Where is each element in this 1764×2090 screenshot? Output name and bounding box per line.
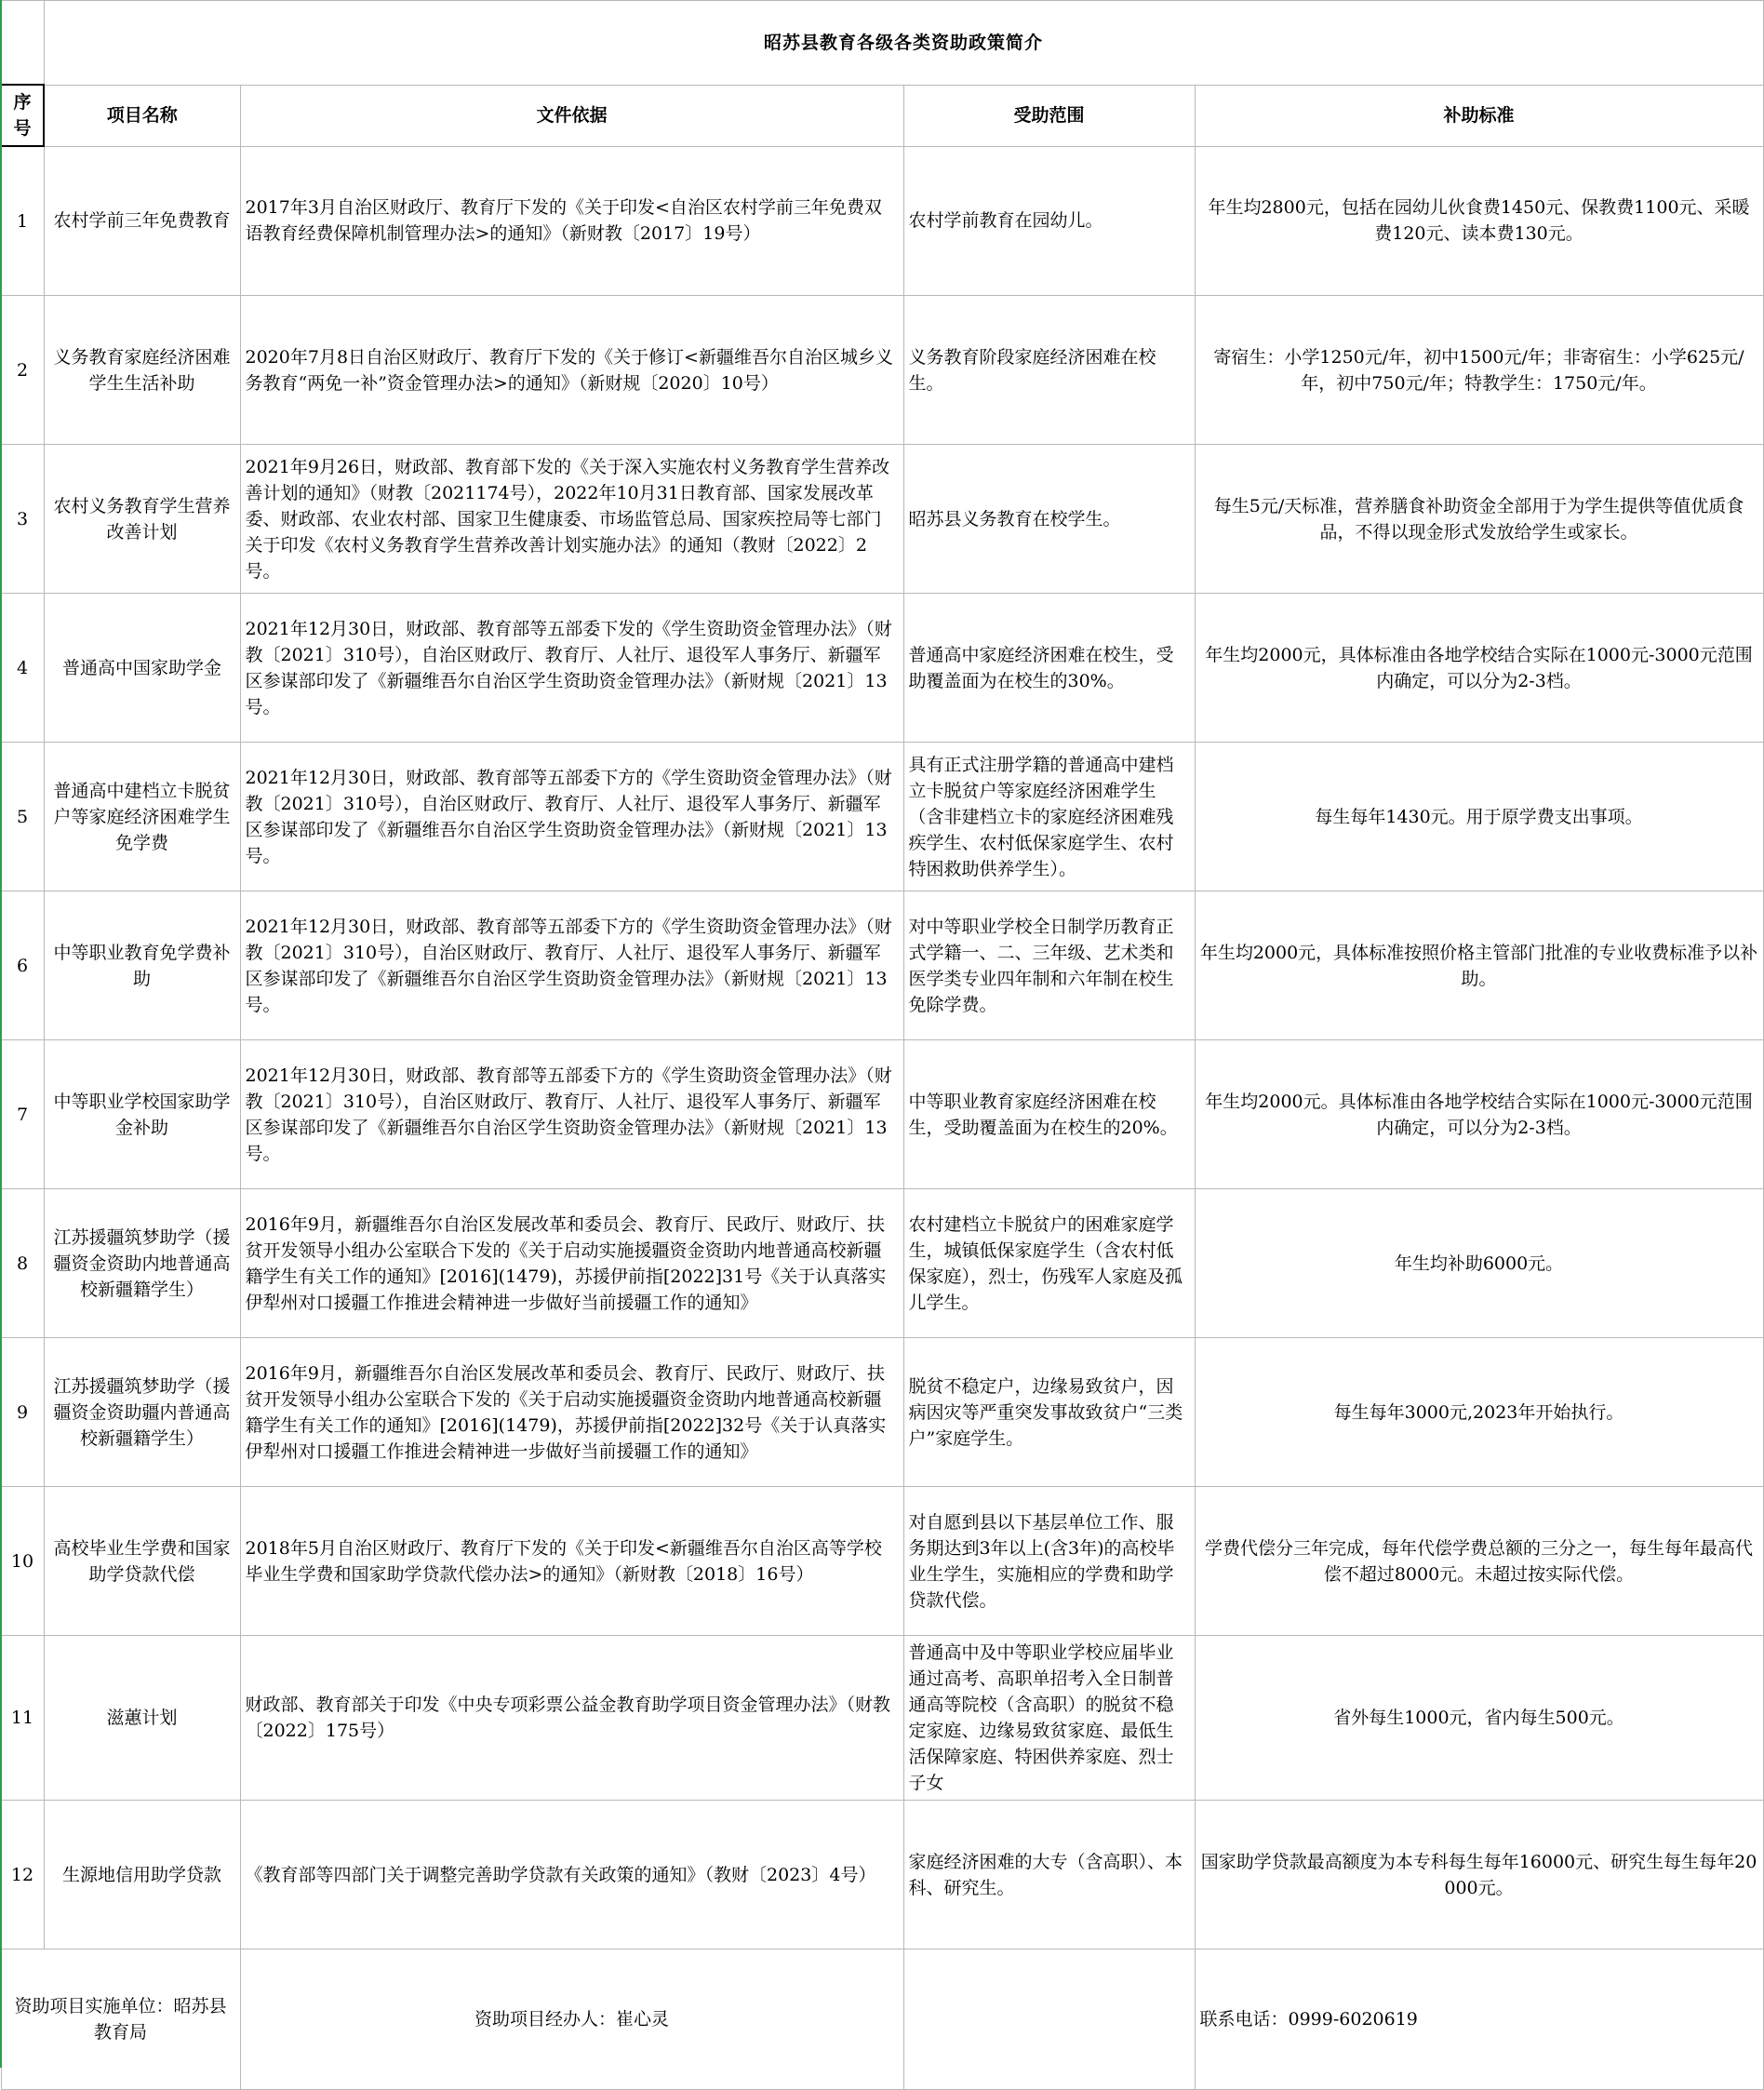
table-row [1, 743, 1763, 891]
row-no: 12 [1, 1801, 44, 1949]
row-basis: 2021年9月26日，财政部、教育部下发的《关于深入实施农村义务教育学生营养改善计划的通知》（财教〔2021174号），2022年10月31日教育部、国家发展改革委、财政部、农业农村部、国家卫生健康委、市场监管总局、国家疾控局等七部门关于印发《农村义务教育学生营养改善计划实施办法》的通知（教财〔2022〕2号。 [240, 445, 903, 594]
row-no: 2 [1, 296, 44, 445]
row-standard: 年生均2800元，包括在园幼儿伙食费1450元、保教费1100元、采暖费120元、读本费130元。 [1195, 146, 1763, 296]
row-no: 4 [1, 594, 44, 743]
row-scope: 具有正式注册学籍的普通高中建档立卡脱贫户等家庭经济困难学生（含非建档立卡的家庭经济困难残疾学生、农村低保家庭学生、农村特困救助供养学生）。 [903, 743, 1195, 891]
row-no: 11 [1, 1636, 44, 1801]
row-scope: 昭苏县义务教育在校学生。 [903, 445, 1195, 594]
row-name: 滋蕙计划 [44, 1636, 240, 1801]
row-standard: 学费代偿分三年完成，每年代偿学费总额的三分之一，每生每年最高代偿不超过8000元。未超过按实际代偿。 [1195, 1487, 1763, 1636]
row-standard: 省外每生1000元，省内每生500元。 [1195, 1636, 1763, 1801]
row-no: 9 [1, 1338, 44, 1487]
table-row [1, 1040, 1763, 1189]
row-name: 中等职业教育免学费补助 [44, 891, 240, 1040]
row-name: 生源地信用助学贷款 [44, 1801, 240, 1949]
row-name: 江苏援疆筑梦助学（援疆资金资助疆内普通高校新疆籍学生） [44, 1338, 240, 1487]
page-title: 昭苏县教育各级各类资助政策简介 [44, 1, 1763, 86]
table-row [1, 1636, 1763, 1801]
row-name: 义务教育家庭经济困难学生生活补助 [44, 296, 240, 445]
row-basis: 2016年9月，新疆维吾尔自治区发展改革和委员会、教育厅、民政厅、财政厅、扶贫开发领导小组办公室联合下发的《关于启动实施援疆资金资助内地普通高校新疆籍学生有关工作的通知》[2016](1479)，苏援伊前指[2022]31号《关于认真落实伊犁州对口援疆工作推进会精神进一步做好当前援疆工作的通知》 [240, 1189, 903, 1338]
table-row [1, 1338, 1763, 1487]
row-scope: 义务教育阶段家庭经济困难在校生。 [903, 296, 1195, 445]
title-row [1, 1, 1763, 86]
row-basis: 2018年5月自治区财政厅、教育厅下发的《关于印发<新疆维吾尔自治区高等学校毕业生学费和国家助学贷款代偿办法>的通知》（新财教〔2018〕16号） [240, 1487, 903, 1636]
row-no: 3 [1, 445, 44, 594]
header-no: 序号 [1, 85, 44, 146]
project-manager: 资助项目经办人：崔心灵 [240, 1949, 903, 2090]
row-name: 中等职业学校国家助学金补助 [44, 1040, 240, 1189]
footer-empty-cell [903, 1949, 1195, 2090]
header-scope: 受助范围 [903, 85, 1195, 146]
row-standard: 年生均2000元。具体标准由各地学校结合实际在1000元-3000元范围内确定，可以分为2-3档。 [1195, 1040, 1763, 1189]
row-name: 普通高中建档立卡脱贫户等家庭经济困难学生免学费 [44, 743, 240, 891]
row-scope: 脱贫不稳定户，边缘易致贫户，因病因灾等严重突发事故致贫户“三类户”家庭学生。 [903, 1338, 1195, 1487]
row-basis: 财政部、教育部关于印发《中央专项彩票公益金教育助学项目资金管理办法》（财教〔2022〕175号） [240, 1636, 903, 1801]
row-basis: 2017年3月自治区财政厅、教育厅下发的《关于印发<自治区农村学前三年免费双语教育经费保障机制管理办法>的通知》（新财教〔2017〕19号） [240, 146, 903, 296]
row-name: 农村义务教育学生营养改善计划 [44, 445, 240, 594]
contact-phone: 联系电话：0999-6020619 [1195, 1949, 1763, 2090]
row-name: 普通高中国家助学金 [44, 594, 240, 743]
table-row [1, 594, 1763, 743]
row-no: 5 [1, 743, 44, 891]
row-no: 10 [1, 1487, 44, 1636]
table-row [1, 445, 1763, 594]
row-name: 高校毕业生学费和国家助学贷款代偿 [44, 1487, 240, 1636]
table-row [1, 146, 1763, 296]
row-scope: 中等职业教育家庭经济困难在校生，受助覆盖面为在校生的20%。 [903, 1040, 1195, 1189]
row-scope: 普通高中家庭经济困难在校生，受助覆盖面为在校生的30%。 [903, 594, 1195, 743]
header-basis: 文件依据 [240, 85, 903, 146]
row-standard: 每生5元/天标准，营养膳食补助资金全部用于为学生提供等值优质食品，不得以现金形式发放给学生或家长。 [1195, 445, 1763, 594]
row-standard: 每生每年1430元。用于原学费支出事项。 [1195, 743, 1763, 891]
footer-row [1, 1949, 1763, 2090]
row-basis: 2016年9月，新疆维吾尔自治区发展改革和委员会、教育厅、民政厅、财政厅、扶贫开发领导小组办公室联合下发的《关于启动实施援疆资金资助内地普通高校新疆籍学生有关工作的通知》[2016](1479)，苏援伊前指[2022]32号《关于认真落实伊犁州对口援疆工作推进会精神进一步做好当前援疆工作的通知》 [240, 1338, 903, 1487]
row-basis: 2021年12月30日，财政部、教育部等五部委下方的《学生资助资金管理办法》（财教〔2021〕310号），自治区财政厅、教育厅、人社厅、退役军人事务厅、新疆军区参谋部印发了《新疆维吾尔自治区学生资助资金管理办法》（新财规〔2021〕13号。 [240, 743, 903, 891]
table-row [1, 296, 1763, 445]
row-standard: 国家助学贷款最高额度为本专科每生每年16000元、研究生每生每年20000元。 [1195, 1801, 1763, 1949]
row-scope: 对自愿到县以下基层单位工作、服务期达到3年以上(含3年)的高校毕业生学生，实施相应的学费和助学贷款代偿。 [903, 1487, 1195, 1636]
row-standard: 年生均2000元，具体标准按照价格主管部门批准的专业收费标准予以补助。 [1195, 891, 1763, 1040]
row-scope: 农村学前教育在园幼儿。 [903, 146, 1195, 296]
row-name: 江苏援疆筑梦助学（援疆资金资助内地普通高校新疆籍学生） [44, 1189, 240, 1338]
row-basis: 2020年7月8日自治区财政厅、教育厅下发的《关于修订<新疆维吾尔自治区城乡义务教育“两免一补”资金管理办法>的通知》（新财规〔2020〕10号） [240, 296, 903, 445]
row-standard: 每生每年3000元,2023年开始执行。 [1195, 1338, 1763, 1487]
row-name: 农村学前三年免费教育 [44, 146, 240, 296]
row-no: 8 [1, 1189, 44, 1338]
row-basis: 2021年12月30日，财政部、教育部等五部委下方的《学生资助资金管理办法》（财教〔2021〕310号），自治区财政厅、教育厅、人社厅、退役军人事务厅、新疆军区参谋部印发了《新疆维吾尔自治区学生资助资金管理办法》（新财规〔2021〕13号。 [240, 891, 903, 1040]
row-scope: 对中等职业学校全日制学历教育正式学籍一、二、三年级、艺术类和医学类专业四年制和六年制在校生免除学费。 [903, 891, 1195, 1040]
row-standard: 年生均2000元，具体标准由各地学校结合实际在1000元-3000元范围内确定，可以分为2-3档。 [1195, 594, 1763, 743]
row-no: 1 [1, 146, 44, 296]
row-scope: 农村建档立卡脱贫户的困难家庭学生，城镇低保家庭学生（含农村低保家庭），烈士，伤残军人家庭及孤儿学生。 [903, 1189, 1195, 1338]
table-row [1, 1801, 1763, 1949]
row-basis: 2021年12月30日，财政部、教育部等五部委下方的《学生资助资金管理办法》（财教〔2021〕310号），自治区财政厅、教育厅、人社厅、退役军人事务厅、新疆军区参谋部印发了《新疆维吾尔自治区学生资助资金管理办法》（新财规〔2021〕13号。 [240, 1040, 903, 1189]
left-edge-marker [0, 0, 2, 2068]
row-no: 6 [1, 891, 44, 1040]
header-row [1, 85, 1763, 146]
row-scope: 普通高中及中等职业学校应届毕业通过高考、高职单招考入全日制普通高等院校（含高职）的脱贫不稳定家庭、边缘易致贫家庭、最低生活保障家庭、特困供养家庭、烈士子女 [903, 1636, 1195, 1801]
table-row [1, 1189, 1763, 1338]
header-standard: 补助标准 [1195, 85, 1763, 146]
row-standard: 寄宿生：小学1250元/年，初中1500元/年；非寄宿生：小学625元/年，初中750元/年；特教学生：1750元/年。 [1195, 296, 1763, 445]
implementing-unit: 资助项目实施单位：昭苏县教育局 [1, 1949, 240, 2090]
table-row [1, 891, 1763, 1040]
row-standard: 年生均补助6000元。 [1195, 1189, 1763, 1338]
row-basis: 2021年12月30日，财政部、教育部等五部委下发的《学生资助资金管理办法》（财教〔2021〕310号），自治区财政厅、教育厅、人社厅、退役军人事务厅、新疆军区参谋部印发了《新疆维吾尔自治区学生资助资金管理办法》（新财规〔2021〕13号。 [240, 594, 903, 743]
row-no: 7 [1, 1040, 44, 1189]
header-name: 项目名称 [44, 85, 240, 146]
table-row [1, 1487, 1763, 1636]
row-scope: 家庭经济困难的大专（含高职）、本科、研究生。 [903, 1801, 1195, 1949]
row-basis: 《教育部等四部门关于调整完善助学贷款有关政策的通知》（教财〔2023〕4号） [240, 1801, 903, 1949]
